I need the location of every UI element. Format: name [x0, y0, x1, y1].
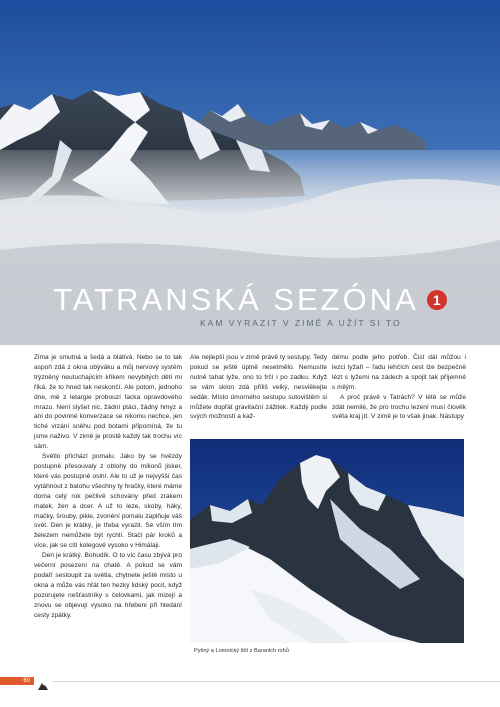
mountain-photo: [190, 439, 464, 643]
article-title: [0, 282, 500, 318]
paragraph: Den je krátký. Bohudík. O to víc času zbývá pro večerní posezení na chatě. A pokud se vám podaří sestoupit za světla, chytnete ještě místo u okna a může vás hřát ten hezký lidský pocit, když pozorujete nešťastníky s čelovkami, jak mizejí a znovu se objevují vysoko na hřebeni při hledání cesty zpátky.: [34, 552, 182, 619]
paragraph: Zima je smutná a šedá a blátivá. Nebo se to tak aspoň zdá z okna obýváku a můj nervový systém trýzněný neutuchajícím křikem nevybitých dětí mi říká, že to hned tak neskončí. Ale potom, jednoho dne, mě z letargie probouzí facka opravdového mrazu. Není slyšet nic, žádní ptáci, žádný hmyz a ani do povinné konverzace se nikomu nechce, jen tiché vrzání sněhu pod botami připomíná, že tu jsme naživo. V zimě je prostě každý tak trochu víc sám.: [34, 354, 182, 451]
title-number-badge: 1: [427, 290, 447, 310]
photo-caption: Pyšný a Lomnický štít z Baranich rohů: [194, 648, 289, 654]
title-text: TATRANSKÁ SEZÓNA: [53, 282, 419, 317]
text-column-1: [34, 353, 182, 620]
footer-divider: [52, 681, 500, 682]
paragraph: dému podle jeho potřeb. Čist dál můžou i lezci lyžaři – řadu lehčích cest lze bezpečně lézt s lyžemi na zádech a spojit tak příjemné s milým.: [332, 354, 466, 391]
text-column-3: [332, 353, 466, 422]
text-column-2: [190, 353, 327, 422]
paragraph: Ale nejlepší jsou v zimě právě ty sestupy. Tedy pokud se ještě úplně nesetmělo. Nemusíte nutně tahat lyže, ono to frčí i po zadku. Když se vám sklon zdá příliš velký, nesviěkejte sedák. Místo úmorného sestupu sutovištěm si můžete dopřát gravitační zážitek. Každý podle svých možností a kaž-: [190, 354, 327, 421]
paragraph: A proč právě v Tatrách? V létě se může zdát nemilé, že pro trochu lezení musí člověk světa kraj jít. V zimě je to však jinak. Nástupy: [332, 393, 466, 421]
article-subtitle: KAM VYRAZIT V ZIMĚ A UŽÍT SI TO: [200, 318, 402, 328]
mountain-logo-icon: [38, 677, 48, 685]
page-number: 60: [0, 677, 34, 685]
paragraph: Světlo přichází pomalu. Jako by se hvězdy postupně přesouvaly z oblohy do milionů jisker, které vás postupně oslní. Ale to už je nejvyšší čas vytáhnout z batohu všechny ty hračky, které máme doma celý rok pečlivě schovány před zrakem matek, žen a dcer. A už to leze, skoby, háky, mačky, šrouby, pikle, zvonění pomalu zaplňuje váš svět. Den je krátký, je třeba vyrazit. Se vším tím železem nemůžete být rychlí. Stačí pár kroků a více, jak se cítí kolegové vysoko v Himálaji.: [34, 453, 182, 550]
